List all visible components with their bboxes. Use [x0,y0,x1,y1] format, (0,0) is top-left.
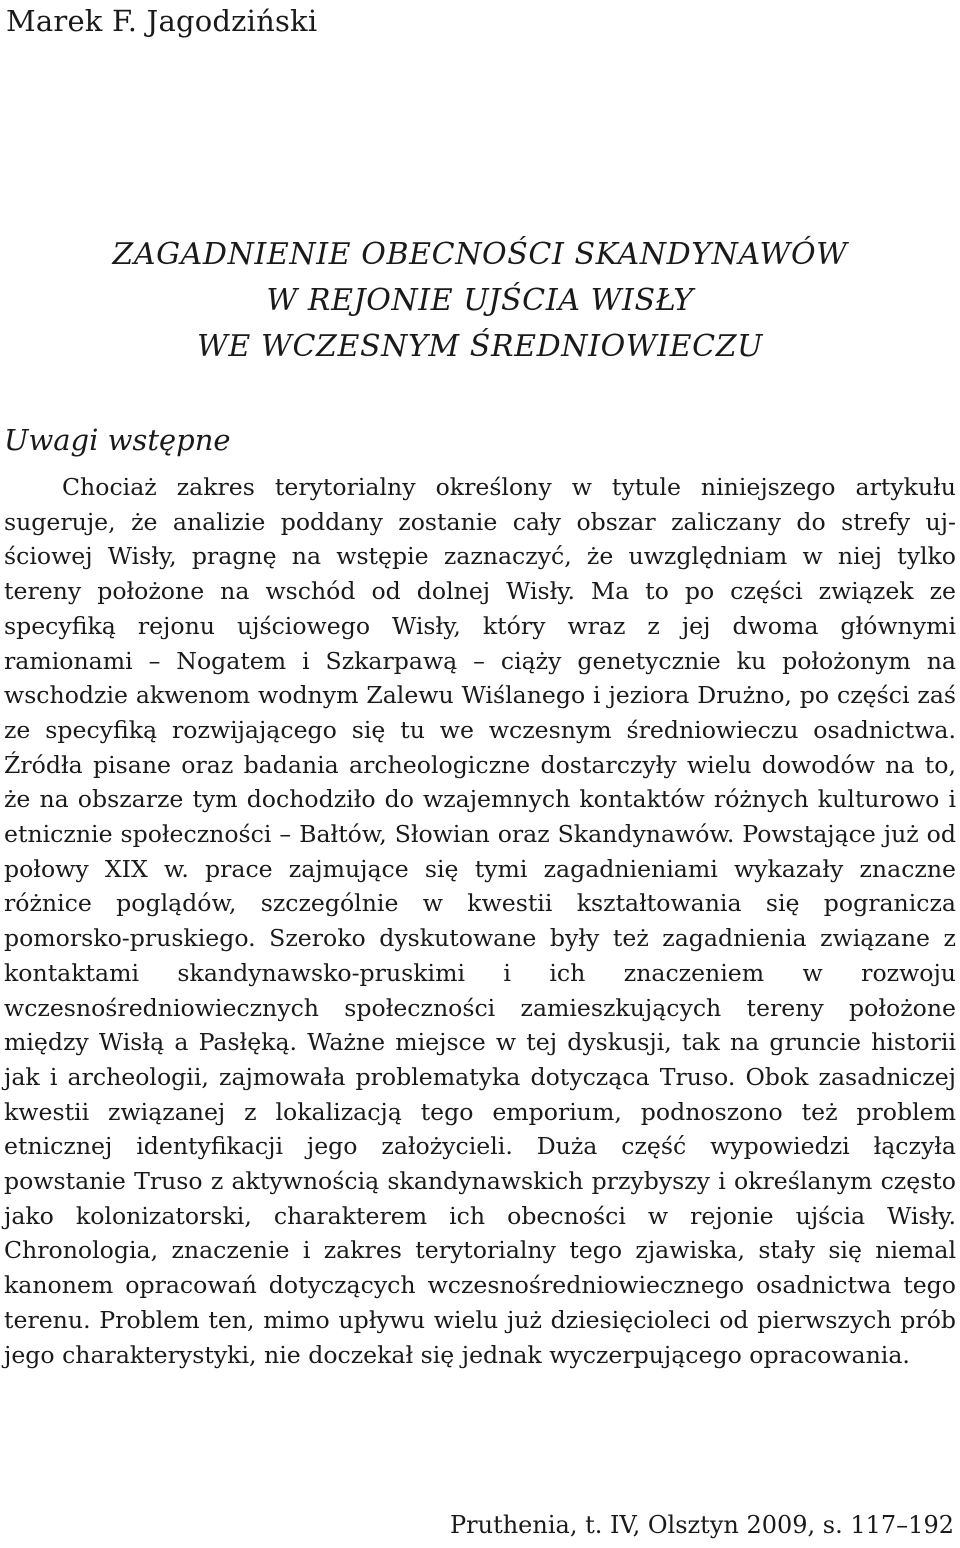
article-title-line-3: WE WCZESNYM ŚREDNIOWIECZU [196,329,764,364]
article-title [0,232,960,370]
journal-citation: Pruthenia, t. IV, Olsztyn 2009, s. 117–192 [450,1511,954,1539]
section-heading: Uwagi wstępne [4,423,231,457]
article-title-line-2: W REJONIE UJŚCIA WISŁY [266,283,694,318]
body-paragraph: Chociaż zakres terytorialny określony w tytule niniejszego artykułu sugeruje, że analizie poddany zostanie cały obszar zaliczany do strefy ujściowej Wisły, pragnę na wstępie zaznaczyć, że uwzględniam w niej tylko tereny położone na wschód od dolnej Wisły. Ma to po części związek ze specyfiką rejonu ujściowego Wisły, który wraz z jej dwoma głównymi ramionami – Nogatem i Szkarpawą – ciąży genetycznie ku położonym na wschodzie akwenom wodnym Zalewu Wiślanego i jeziora Drużno, po części zaś ze specyfiką rozwijającego się tu we wczesnym średniowieczu osadnictwa. Źródła pisane oraz badania archeologiczne dostarczyły wielu dowodów na to, że na obszarze tym dochodziło do wzajemnych kontaktów różnych kulturowo i etnicznie społeczności – Bałtów, Słowian oraz Skandynawów. Powstające już od połowy XIX w. prace zajmujące się tymi zagadnieniami wykazały znaczne różnice poglądów, szczególnie w kwestii kształtowania się pogranicza pomorsko-pruskiego. Szeroko dyskutowane były też zagadnienia związane z kontaktami skandynawsko-pruskimi i ich znaczeniem w rozwoju wczesnośredniowiecznych społeczności zamieszkujących tereny położone między Wisłą a Pasłęką. Ważne miejsce w tej dyskusji, tak na gruncie historii jak i archeologii, zajmowała problematyka dotycząca Truso. Obok zasadniczej kwestii związanej z lokalizacją tego emporium, podnoszono też problem etnicznej identyfikacji jego założycieli. Duża część wypowiedzi łączyła powstanie Truso z aktywnością skandynawskich przybyszy i określanym często jako kolonizatorski, charakterem ich obecności w rejonie ujścia Wisły. Chronologia, znaczenie i zakres terytorialny tego zjawiska, stały się niemal kanonem opracowań dotyczących wczesnośredniowiecznego osadnictwa tego terenu. Problem ten, mimo upływu wielu już dziesięcioleci od pierwszych prób jego charakterystyki, nie doczekał się jednak wyczerpującego opracowania. [4,473,956,1369]
article-title-line-1: ZAGADNIENIE OBECNOŚCI SKANDYNAWÓW [112,237,848,272]
author-name: Marek F. Jagodziński [6,4,318,38]
